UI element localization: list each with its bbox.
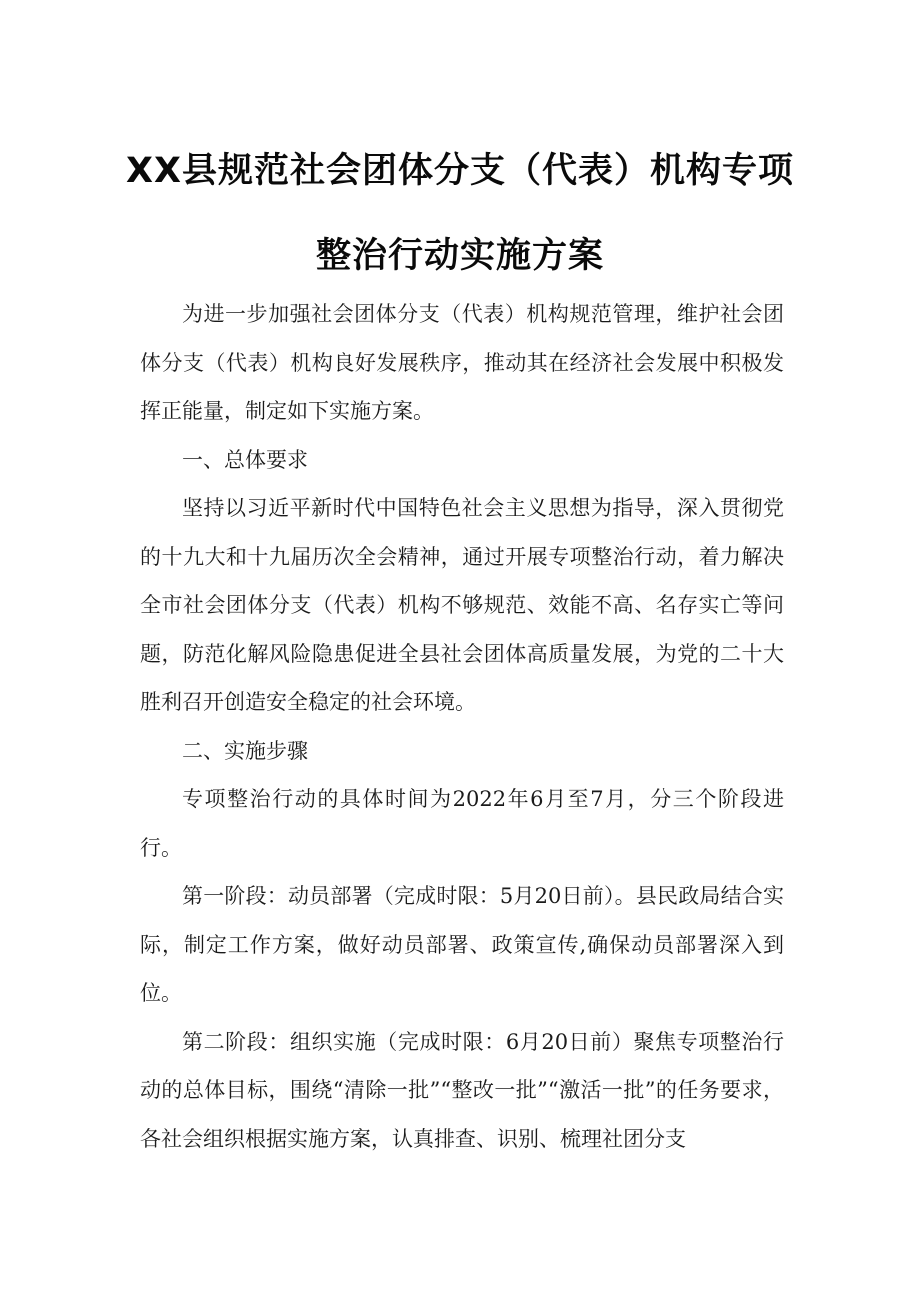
section-heading-general-requirements: 一、总体要求 bbox=[182, 447, 308, 472]
document-title-line-2: 整治行动实施方案 bbox=[315, 236, 604, 277]
paragraph-phase-two: 第二阶段：组织实施（完成时限：6月20日前）聚焦专项整治行动的总体目标，围绕“清除一批”“整改一批”“激活一批”的任务要求，各社会组织根据实施方案，认真排查、识别、梳理社团分支 bbox=[140, 1029, 784, 1151]
paragraph-timeline: 专项整治行动的具体时间为2022年6月至7月，分三个阶段进行。 bbox=[140, 787, 784, 860]
document-body bbox=[140, 290, 784, 1163]
document-title-line-1: XX县规范社会团体分支（代表）机构专项 bbox=[126, 151, 794, 192]
paragraph-intro: 为进一步加强社会团体分支（代表）机构规范管理，维护社会团体分支（代表）机构良好发展秩序，推动其在经济社会发展中积极发挥正能量，制定如下实施方案。 bbox=[140, 302, 784, 423]
section-heading-implementation-steps: 二、实施步骤 bbox=[182, 738, 308, 763]
paragraph-phase-one: 第一阶段：动员部署（完成时限：5月20日前）。县民政局结合实际，制定工作方案，做好动员部署、政策宣传,确保动员部署深入到位。 bbox=[140, 884, 784, 1005]
paragraph-general-requirements: 坚持以习近平新时代中国特色社会主义思想为指导，深入贯彻党的十九大和十九届历次全会精神，通过开展专项整治行动，着力解决全市社会团体分支（代表）机构不够规范、效能不高、名存实亡等问题，防范化解风险隐患促进全县社会团体高质量发展，为党的二十大胜利召开创造安全稳定的社会环境。 bbox=[140, 496, 784, 714]
